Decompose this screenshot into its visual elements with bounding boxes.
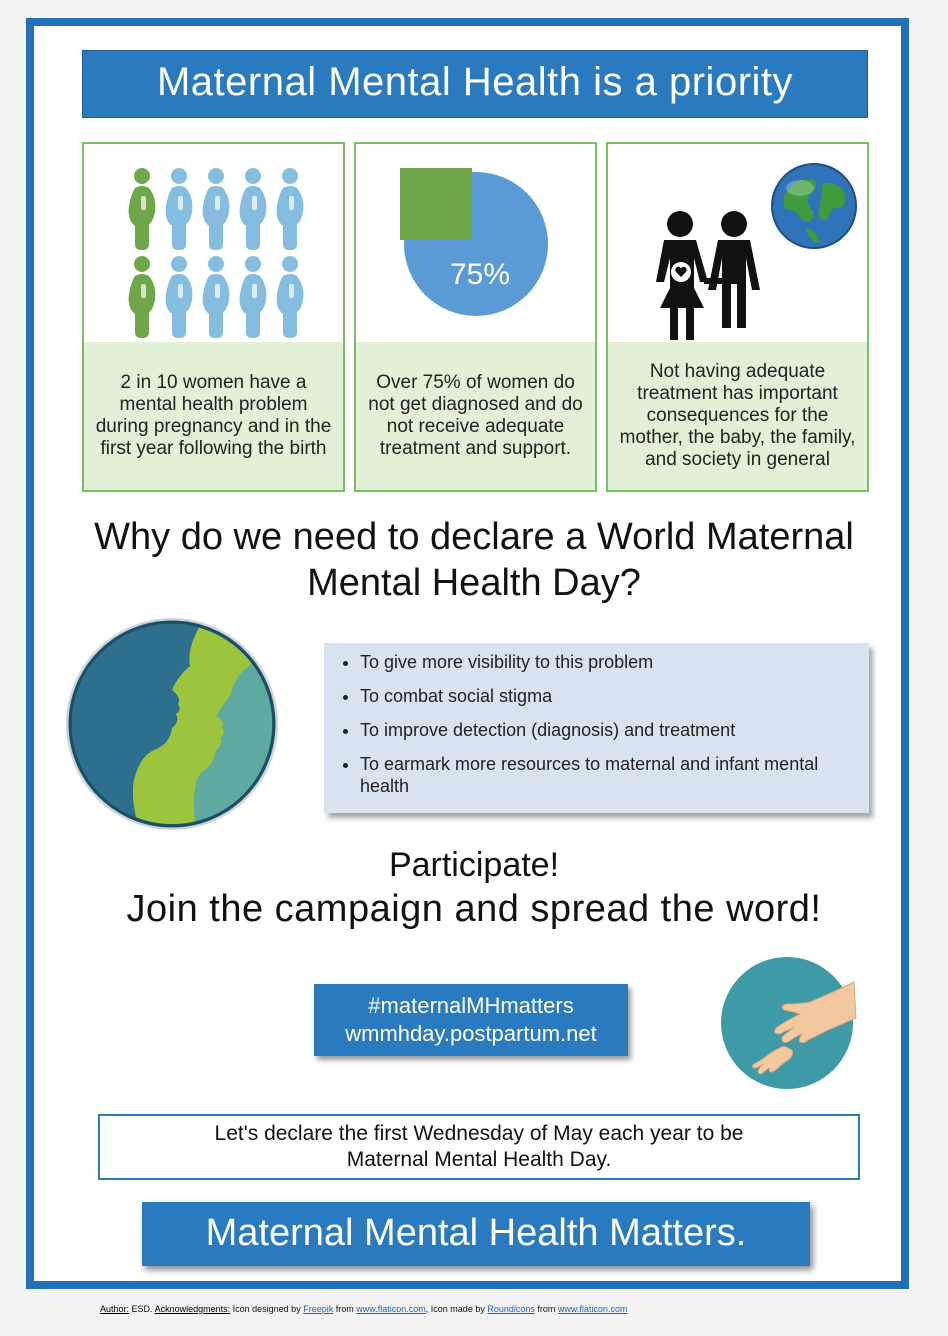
pie-icon [356,144,595,340]
helping-hands-icon [714,956,860,1090]
stat-panel-consequences [606,142,869,492]
poster-frame [26,18,909,1289]
globe-icon [772,164,856,248]
family-globe-icon [608,144,867,340]
pie-slice-minor [400,168,472,240]
tagline-banner: Maternal Mental Health Matters. [142,1202,810,1266]
website-link[interactable]: wmmhday.postpartum.net [345,1021,597,1046]
stat-panel-diagnosis [354,142,597,492]
page-title: Maternal Mental Health is a priority [82,50,868,118]
ack-label: Acknowledgments: [154,1304,231,1314]
reason-item: • To combat social stigma [360,685,853,707]
credit-text: Icon designed by [232,1304,301,1314]
reasons-box [324,643,869,813]
panel-caption: Not having adequate treatment has important consequences for the mother, the baby, the family, and society in general [608,342,867,490]
panel-caption: 2 in 10 women have a mental health problem during pregnancy and in the first year following the birth [84,342,343,490]
participate-heading: Participate! [388,846,560,884]
woman-figure-icon [240,256,267,338]
credit-text: from [537,1304,556,1314]
participate-subheading: Join the campaign and spread the word! [126,888,822,930]
declaration-box [98,1114,860,1180]
reasons-list [336,651,853,797]
credit-text: , Icon made by [425,1304,485,1314]
flaticon-link[interactable]: www.flaticon.com [356,1304,426,1314]
flaticon-link[interactable]: www.flaticon.com [557,1304,628,1314]
woman-figure-icon [129,168,156,250]
freepik-link[interactable]: Freepik [303,1304,334,1314]
roundicons-link[interactable]: Roundicons [487,1304,535,1314]
reason-item: • To improve detection (diagnosis) and treatment [360,719,853,741]
author-label: Author: [100,1304,130,1314]
woman-figure-icon [166,256,193,338]
pie-label: 75% [449,258,511,291]
reason-item: • To give more visibility to this problem [360,651,853,673]
campaign-box [314,984,628,1056]
woman-figure-icon [129,256,156,338]
call-to-action [74,844,874,932]
reason-item: • To earmark more resources to maternal and infant mental health [360,753,853,797]
credits-footer [100,1304,860,1314]
woman-figure-icon [166,168,193,250]
woman-figure-icon [203,168,230,250]
panel-caption: Over 75% of women do not get diagnosed and do not receive adequate treatment and support. [356,342,595,490]
stat-panel-prevalence [82,142,345,492]
woman-figure-icon [240,168,267,250]
section-heading: Why do we need to declare a World Maternal Mental Health Day? [94,516,854,604]
woman-figure-icon [277,256,304,338]
declaration-line: Let's declare the first Wednesday of May each year to be [214,1122,744,1145]
credit-text: from [335,1304,354,1314]
declaration-emphasis: Maternal Mental Health Day. [346,1148,612,1171]
women-figures-icon [84,144,343,340]
hashtag[interactable]: #maternalMHmatters [368,993,574,1018]
author-name: ESD. [131,1304,153,1314]
faces-circle-icon [56,616,288,832]
woman-figure-icon [203,256,230,338]
woman-figure-icon [277,168,304,250]
family-icon [656,211,760,340]
